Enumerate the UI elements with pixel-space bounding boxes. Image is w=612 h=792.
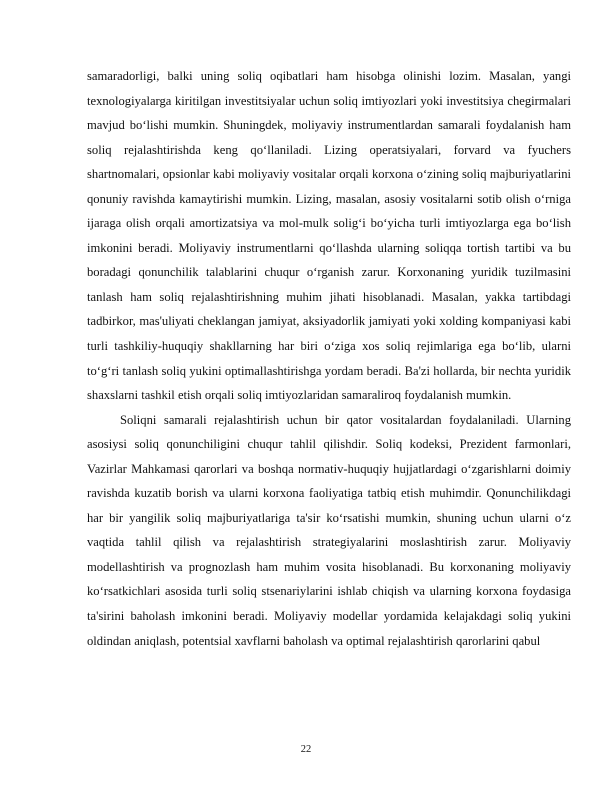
paragraph-tax-planning-tools: Soliqni samarali rejalashtirish uchun bir qator vositalardan foydalaniladi. Ularning asosiysi soliq qonunchiligini chuqur tahlil qilishdir. Soliq kodeksi, Prezident farmonlari, Vazirlar Mahkamasi qarorlari va boshqa normativ-huquqiy hujjatlardagi o‘zgarishlarni doimiy ravishda kuzatib borish va ularni korxona faoliyatiga tatbiq etish muhimdir. Qonunchilikdagi har bir yangilik soliq majburiyatlariga ta'sir ko‘rsatishi mumkin, shuning uchun ularni o‘z vaqtida tahlil qilish va rejalashtirish strategiyalarini moslashtirish zarur. Moliyaviy modellashtirish va prognozlash ham muhim vosita hisoblanadi. Bu korxonaning moliyaviy ko‘rsatkichlari asosida turli soliq stsenariylarini ishlab chiqish va ularning korxona foydasiga ta'sirini baholash imkonini beradi. Moliyaviy modellar yordamida kelajakdagi soliq yukini oldindan aniqlash, potentsial xavflarni baholash va optimal rejalashtirish qarorlarini qabul [87, 412, 571, 648]
page-number: 22 [300, 744, 312, 755]
paragraph-continued: samaradorligi, balki uning soliq oqibatlari ham hisobga olinishi lozim. Masalan, yangi texnologiyalarga kiritilgan investitsiyalar uchun soliq imtiyozlari yoki investitsiya chegirmalari mavjud bo‘lishi mumkin. Shuningdek, moliyaviy instrumentlardan samarali foydalanish ham soliq rejalashtirishda keng qo‘llaniladi. Lizing operatsiyalari, forvard va fyuchers shartnomalari, opsionlar kabi moliyaviy vositalar orqali korxona o‘zining soliq majburiyatlarini qonuniy ravishda kamaytirishi mumkin. Lizing, masalan, asosiy vositalarni sotib olish o‘rniga ijaraga olish orqali amortizatsiya va mol-mulk solig‘i bo‘yicha turli imtiyozlarga ega bo‘lish imkonini beradi. Moliyaviy instrumentlarni qo‘llashda ularning soliqqa tortish tartibi va bu boradagi qonunchilik talablarini chuqur o‘rganish zarur. Korxonaning yuridik tuzilmasini tanlash ham soliq rejalashtirishning muhim jihati hisoblanadi. Masalan, yakka tartibdagi tadbirkor, mas'uliyati cheklangan jamiyat, aksiyadorlik jamiyati yoki xolding kompaniyasi kabi turli tashkiliy-huquqiy shakllarning har biri o‘ziga xos soliq rejimlariga ega bo‘lib, ularni to‘g‘ri tanlash soliq yukini optimallashtirishga yordam beradi. Ba'zi hollarda, bir nechta yuridik shaxslarni tashkil etish orqali soliq imtiyozlaridan samaraliroq foydalanish mumkin. [87, 69, 571, 403]
body-text [87, 64, 571, 653]
